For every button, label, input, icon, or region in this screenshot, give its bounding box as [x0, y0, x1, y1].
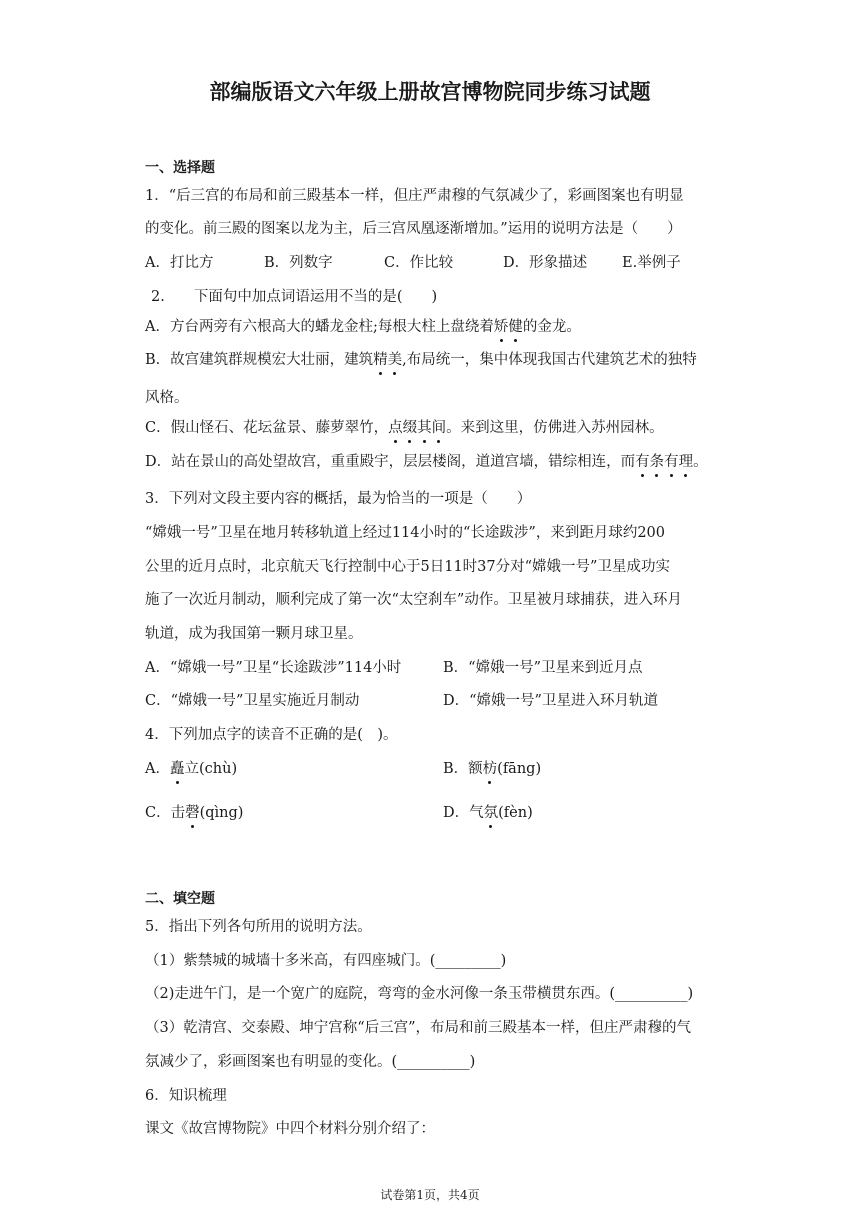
- q1-option-d: D．形象描述: [503, 255, 588, 271]
- q3-passage-line4: 轨道，成为我国第一颗月球卫星。: [145, 626, 363, 642]
- q4-d-text: (fèn): [498, 805, 533, 821]
- q2-c-text: 。来到这里，仿佛进入苏州园林。: [446, 420, 664, 436]
- q1-stem-line1: 1．“后三宫的布局和前三殿基本一样，但庄严肃穆的气氛减少了，彩画图案也有明显: [145, 188, 684, 204]
- q4-d-text: D．气: [443, 805, 484, 821]
- q2-option-b-line2: 风格。: [145, 390, 189, 406]
- dotted-char: 美: [387, 352, 403, 368]
- dotted-char: 有: [664, 454, 679, 470]
- q2-option-b: [145, 350, 697, 370]
- q3-option-b: B．“嫦娥一号”卫星来到近月点: [443, 660, 643, 676]
- q3-passage-line3: 施了一次近月制动，顺利完成了第一次“太空刹车”动作。卫星被月球捕获，进入环月: [145, 592, 682, 608]
- dotted-char: 理: [678, 454, 694, 470]
- q4-option-a: [145, 759, 237, 779]
- q4-c-text: C．击: [145, 805, 186, 821]
- q2-c-text: C．假山怪石、花坛盆景、藤萝翠竹，: [145, 420, 389, 436]
- q5-sentence-2: （2)走进午门，是一个宽广的庭院，弯弯的金水河像一条玉带横贯东西。(__________): [145, 986, 694, 1002]
- q2-d-text: 。: [693, 454, 708, 470]
- dotted-char: 有: [635, 454, 650, 470]
- q6-stem: 6．知识梳理: [145, 1088, 227, 1104]
- q4-b-text: B．额: [443, 761, 483, 777]
- q2-option-a: [145, 317, 581, 337]
- section-heading-fill: 二、填空题: [145, 891, 215, 907]
- dotted-char: 点: [388, 420, 403, 436]
- q2-d-text: D．站在景山的高处望故宫，重重殿宇，层层楼阁，道道宫墙，错综相连，而: [145, 454, 636, 470]
- dotted-char: 矫: [493, 319, 509, 335]
- dotted-char: 矗: [169, 761, 185, 777]
- q2-a-text: A．方台两旁有六根高大的蟠龙金柱;每根大柱上盘绕着: [145, 319, 494, 335]
- q5-sentence-3-line2: 氛减少了，彩画图案也有明显的变化。(__________): [145, 1054, 476, 1070]
- q2-option-d: [145, 452, 708, 472]
- q6-line: 课文《故宫博物院》中四个材料分别介绍了：: [145, 1121, 435, 1137]
- q4-c-text: (qìng): [199, 805, 244, 821]
- q3-option-d: D．“嫦娥一号”卫星进入环月轨道: [443, 693, 658, 709]
- dotted-char: 健: [508, 319, 523, 335]
- q1-option-a: A．打比方: [145, 255, 214, 271]
- q5-sentence-1: （1）紫禁城的城墙十多米高，有四座城门。(_________): [145, 953, 507, 969]
- dotted-char: 氛: [483, 805, 499, 821]
- q1-option-c: C．作比较: [384, 255, 454, 271]
- dotted-char: 枋: [482, 761, 498, 777]
- dotted-char: 间: [431, 420, 447, 436]
- q3-passage-line1: “嫦娥一号”卫星在地月转移轨道上经过114小时的“长途跋涉”，来到距月球约200: [145, 525, 666, 541]
- q2-a-text: 的金龙。: [522, 319, 581, 335]
- q1-stem-line2: 的变化。前三殿的图案以龙为主，后三宫凤凰逐渐增加。”运用的说明方法是（ ）: [145, 221, 682, 237]
- q5-sentence-3-line1: （3）乾清宫、交泰殿、坤宁宫称“后三宫”，布局和前三殿基本一样，但庄严肃穆的气: [145, 1020, 692, 1036]
- q3-option-c: C．“嫦娥一号”卫星实施近月制动: [145, 693, 360, 709]
- q3-passage-line2: 公里的近月点时，北京航天飞行控制中心于5日11时37分对“嫦娥一号”卫星成功实: [145, 559, 670, 575]
- q2-b-text: B．故宫建筑群规模宏大壮丽，建筑: [145, 352, 374, 368]
- q1-option-b: B．列数字: [264, 255, 333, 271]
- q2-option-c: [145, 418, 664, 438]
- q1-option-e: E.举例子: [622, 255, 681, 271]
- q4-option-d: [443, 803, 533, 823]
- dotted-char: 精: [373, 352, 388, 368]
- q4-a-text: A．: [145, 761, 170, 777]
- section-heading-choice: 一、选择题: [145, 160, 215, 176]
- q5-stem: 5．指出下列各句所用的说明方法。: [145, 919, 372, 935]
- q2-stem: 2. 下面句中加点词语运用不当的是( ): [151, 289, 438, 305]
- dotted-char: 磬: [185, 805, 200, 821]
- q4-stem: 4．下列加点字的读音不正确的是( )。: [145, 727, 398, 743]
- q3-option-a: A．“嫦娥一号”卫星“长途跋涉”114小时: [145, 660, 402, 676]
- q4-option-b: [443, 759, 541, 779]
- dotted-char: 缀: [402, 420, 418, 436]
- q3-stem: 3．下列对文段主要内容的概括，最为恰当的一项是（ ）: [145, 491, 532, 507]
- q2-b-text: ,布局统一，集中体现我国古代建筑艺术的独特: [402, 352, 697, 368]
- q4-b-text: (fāng): [497, 761, 542, 777]
- q4-option-c: [145, 803, 243, 823]
- page-title: 部编版语文六年级上册故宫博物院同步练习试题: [209, 80, 651, 104]
- dotted-char: 其: [417, 420, 432, 436]
- q4-a-text: 立(chù): [184, 761, 238, 777]
- page-footer: 试卷第1页，共4页: [380, 1188, 480, 1202]
- dotted-char: 条: [649, 454, 665, 470]
